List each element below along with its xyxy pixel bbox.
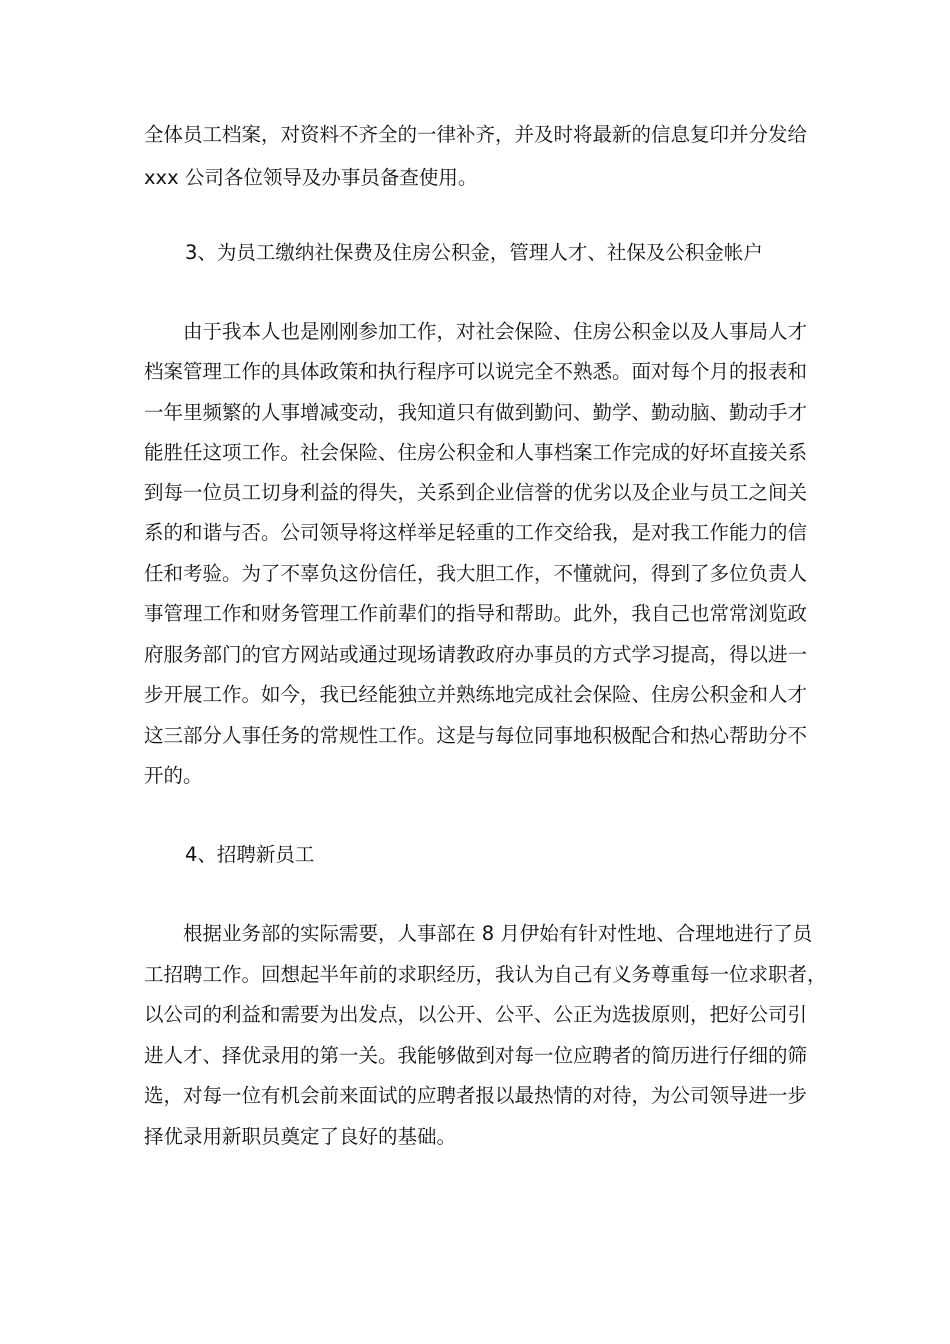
- text: 档案管理工作的具体政策和执行程序可以说完全不熟悉。面对每个月的报表和: [144, 360, 808, 383]
- text: 全体员工档案，对资料不齐全的一律补齐，并及时将最新的信息复印并分发给: [144, 123, 808, 146]
- text: 系的和谐与否。公司领导将这样举足轻重的工作交给我，是对我工作能力的信: [144, 521, 808, 544]
- text: 开的。: [144, 764, 203, 787]
- text: 能胜任这项工作。社会保险、住房公积金和人事档案工作完成的好坏直接关系: [144, 441, 808, 464]
- text: 到每一位员工切身利益的得失，关系到企业信誉的优劣以及企业与员工之间关: [144, 481, 808, 504]
- heading-text: 4、招聘新员工: [185, 843, 315, 866]
- text: 府服务部门的官方网站或通过现场请教政府办事员的方式学习提高，得以进一: [144, 643, 808, 666]
- heading-text: 3、为员工缴纳社保费及住房公积金，管理人才、社保及公积金帐户: [185, 241, 763, 264]
- text: 择优录用新职员奠定了良好的基础。: [144, 1125, 457, 1148]
- text: 工招聘工作。回想起半年前的求职经历，我认为自己有义务尊重每一位求职者，: [144, 963, 827, 986]
- text: 进人才、择优录用的第一关。我能够做到对每一位应聘者的简历进行仔细的筛: [144, 1044, 808, 1067]
- text: 事管理工作和财务管理工作前辈们的指导和帮助。此外，我自己也常常浏览政: [144, 602, 808, 625]
- text: 任和考验。为了不辜负这份信任，我大胆工作，不懂就问，得到了多位负责人: [144, 562, 808, 585]
- text: 一年里频繁的人事增减变动，我知道只有做到勤问、勤学、勤动脑、勤动手才: [144, 401, 808, 424]
- text: xxx 公司各位领导及办事员备查使用。: [144, 166, 478, 189]
- text: 由于我本人也是刚刚参加工作，对社会保险、住房公积金以及人事局人才: [183, 320, 808, 343]
- text: 步开展工作。如今，我已经能独立并熟练地完成社会保险、住房公积金和人才: [144, 683, 808, 706]
- text: 以公司的利益和需要为出发点，以公开、公平、公正为选拔原则，把好公司引: [144, 1003, 808, 1026]
- text: 这三部分人事任务的常规性工作。这是与每位同事地积极配合和热心帮助分不: [144, 724, 808, 747]
- text: 根据业务部的实际需要，人事部在 8 月伊始有针对性地、合理地进行了员: [183, 922, 813, 945]
- text: 选，对每一位有机会前来面试的应聘者报以最热情的对待，为公司领导进一步: [144, 1084, 808, 1107]
